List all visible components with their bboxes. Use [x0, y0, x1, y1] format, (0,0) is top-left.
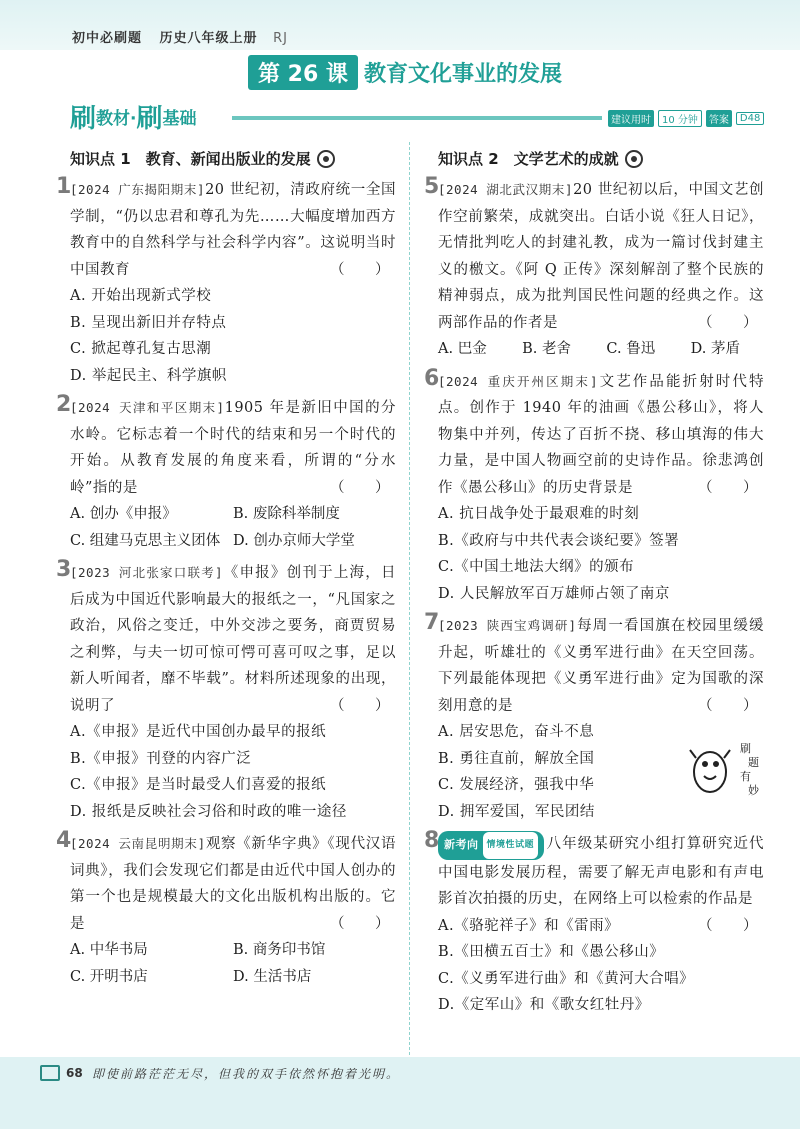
option-b[interactable]: B. 呈现出新旧并存特点 [70, 314, 227, 331]
question-source: [2024 湖北武汉期末] [438, 182, 574, 197]
answer-paren: （ ） [698, 314, 758, 331]
option-d[interactable]: D. 拥军爱国，军民团结 [438, 803, 595, 820]
question-8 [424, 828, 764, 1019]
footer-quote: 即使前路茫茫无尽，但我的双手依然怀抱着光明。 [92, 1067, 401, 1081]
option-c[interactable]: C. 组建马克思主义团体 [70, 532, 221, 549]
question-source: [2023 陕西宝鸡调研] [438, 618, 577, 633]
banner-text1: 教材· [96, 109, 137, 129]
question-5 [424, 174, 764, 363]
option-a[interactable]: A. 中华书局 [70, 942, 148, 958]
answer-page: D48 [736, 112, 764, 125]
knowledge-point-2 [438, 148, 764, 169]
option-c[interactable]: C.《义勇军进行曲》和《黄河大合唱》 [438, 970, 695, 987]
answer-label: 答案 [706, 110, 732, 127]
question-stem: 每周一看国旗在校园里缓缓升起，听雄壮的《义勇军进行曲》在天空回荡。下列最能体现把《义勇军进行曲》定为国歌的深刻用意的是 [438, 618, 765, 714]
series-name: 初中必刷题 [72, 31, 143, 46]
time-hint [608, 110, 764, 127]
option-a[interactable]: A. 开始出现新式学校 [70, 288, 212, 304]
question-stem: 观察《新华字典》《现代汉语词典》，我们会发现它们都是由近代中国人创办的第一个也是规模最大的文化出版机构出版的。它是 [70, 836, 396, 932]
question-6 [424, 365, 765, 608]
option-c[interactable]: C. 鲁迅 [606, 341, 656, 357]
mascot-char-3: 有 [740, 770, 751, 783]
question-stem: 1905 年是新旧中国的分水岭。它标志着一个时代的结束和另一个时代的开始。从教育发展的角度来看，所谓的“分水岭”指的是 [70, 400, 397, 496]
right-column [424, 144, 764, 1025]
option-b[interactable]: B.《申报》刊登的内容广泛 [70, 750, 252, 767]
option-c[interactable]: C.《申报》是当时最受人们喜爱的报纸 [70, 777, 327, 793]
question-source: [2024 云南昆明期末] [70, 836, 206, 851]
answer-paren: （ ） [698, 697, 758, 714]
column-separator [409, 142, 410, 1060]
option-c[interactable]: C.《中国土地法大纲》的颁布 [438, 559, 635, 575]
mascot-char-4: 妙 [748, 784, 759, 797]
question-stem: 八年级某研究小组打算研究近代中国电影发展历程，需要了解无声电影和有声电影首次拍摄的历史，在网络上可以检索的作品是 [438, 836, 764, 907]
target-icon [625, 150, 643, 168]
question-3 [56, 557, 396, 825]
option-a[interactable]: A. 居安思危，奋斗不息 [438, 724, 595, 740]
book-series [72, 27, 288, 46]
book-icon [40, 1065, 60, 1081]
banner-shua: 刷 [70, 104, 97, 134]
subject-name: 历史八年级上册 [159, 31, 258, 46]
question-number: 8 [424, 828, 440, 853]
tag-sub: 情境性试题 [483, 832, 539, 859]
option-c[interactable]: C. 掀起尊孔复古思潮 [70, 341, 212, 357]
knowledge-point-1 [70, 148, 396, 169]
option-b[interactable]: B.《政府与中共代表会谈纪要》签署 [438, 532, 680, 549]
target-icon [317, 150, 335, 168]
tag-label: 新考向 [444, 838, 479, 851]
question-source: [2023 河北张家口联考] [70, 565, 223, 580]
footer [0, 1057, 800, 1129]
page-number-block [40, 1065, 83, 1081]
option-a[interactable]: A.《申报》是近代中国创办最早的报纸 [70, 724, 327, 740]
question-number: 3 [56, 557, 72, 582]
time-value: 10 分钟 [658, 110, 702, 127]
lesson-number: 第 26 课 [248, 55, 358, 90]
time-label: 建议用时 [608, 110, 654, 127]
question-stem: 20 世纪初，清政府统一全国学制，“仍以忠君和尊孔为先……大幅度增加西方教育中的自然科学与社会科学内容”。这说明当时中国教育 [70, 182, 396, 278]
kp1-title: 知识点 1 教育、新闻出版业的发展 [70, 150, 311, 168]
option-a[interactable]: A.《骆驼祥子》和《雷雨》 [438, 917, 620, 934]
option-d[interactable]: D. 举起民主、科学旗帜 [70, 367, 227, 384]
question-stem: 20 世纪初以后，中国文艺创作空前繁荣，成就突出。白话小说《狂人日记》，无情批判吃人的封建礼教，成为一篇讨伐封建主义的檄文。《阿 Q 正传》深刻解剖了整个民族的精神弱点，成为批判国民性问题的经典之作。这两部作品的作者是 [438, 182, 764, 331]
option-b[interactable]: B. 勇往直前，解放全国 [438, 750, 595, 767]
option-d[interactable]: D.《定军山》和《歌女红牡丹》 [438, 997, 650, 1013]
new-direction-tag [438, 831, 544, 860]
question-stem: 《申报》创刊于上海，日后成为中国近代影响最大的报纸之一，“凡国家之政治，风俗之变迁，中外交涉之要务，商贾贸易之利弊，与夫一切可惊可愕可喜可叹之事，足以新人听闻者，靡不毕载”。材料所述现象的出现，说明了 [70, 565, 396, 714]
question-1 [56, 174, 396, 389]
lesson-title: 教育文化事业的发展 [363, 61, 562, 87]
option-c[interactable]: C. 发展经济，强我中华 [438, 777, 595, 793]
question-source: [2024 重庆开州区期末] [438, 373, 598, 389]
banner-text2: 基础 [162, 109, 197, 129]
answer-paren: （ ） [698, 479, 758, 496]
answer-paren: （ ） [330, 479, 390, 496]
edition: RJ [273, 31, 288, 46]
answer-paren: （ ） [698, 917, 758, 934]
option-b[interactable]: B. 老舍 [522, 341, 571, 357]
mascot-char-1: 刷 [740, 742, 751, 755]
question-source: [2024 天津和平区期末] [70, 400, 225, 415]
option-d[interactable]: D. 人民解放军百万雄师占领了南京 [438, 585, 670, 602]
question-4 [56, 828, 396, 990]
option-a[interactable]: A. 巴金 [438, 341, 487, 357]
banner-shua2: 刷 [136, 104, 163, 134]
option-b[interactable]: B.《田横五百士》和《愚公移山》 [438, 944, 665, 960]
mascot-char-2: 题 [748, 756, 759, 769]
option-d[interactable]: D. 茅盾 [690, 341, 740, 357]
question-2 [56, 392, 397, 554]
question-number: 5 [424, 174, 440, 199]
option-a[interactable]: A. 抗日战争处于最艰难的时刻 [438, 506, 640, 522]
kp2-title: 知识点 2 文学艺术的成就 [438, 150, 619, 168]
option-b[interactable]: B. 商务印书馆 [233, 942, 326, 958]
option-d[interactable]: D. 生活书店 [233, 968, 312, 985]
page-number: 68 [66, 1066, 83, 1080]
question-number: 7 [424, 610, 440, 635]
option-b[interactable]: B. 废除科举制度 [233, 506, 340, 522]
answer-paren: （ ） [330, 261, 390, 278]
question-number: 4 [56, 828, 72, 853]
question-stem: 文艺作品能折射时代特点。创作于 1940 年的油画《愚公移山》，将人物集中并列，传达了百折不挠、移山填海的伟大力量，是中国人物画空前的史诗作品。徐悲鸿创作《愚公移山》的历史背景是 [438, 373, 765, 496]
answer-paren: （ ） [330, 915, 390, 932]
option-d[interactable]: D. 创办京师大学堂 [233, 532, 355, 549]
section-banner [70, 98, 197, 135]
question-number: 2 [56, 392, 72, 417]
mascot-illustration [688, 730, 768, 800]
question-number: 1 [56, 174, 72, 199]
question-number: 6 [424, 365, 440, 391]
lesson-title-block [248, 54, 562, 90]
banner-divider [232, 116, 602, 120]
option-d[interactable]: D. 报纸是反映社会习俗和时政的唯一途径 [70, 803, 347, 820]
option-c[interactable]: C. 开明书店 [70, 968, 148, 985]
answer-paren: （ ） [330, 697, 390, 714]
left-column [56, 144, 396, 996]
question-source: [2024 广东揭阳期末] [70, 182, 206, 197]
option-a[interactable]: A. 创办《申报》 [70, 506, 177, 522]
